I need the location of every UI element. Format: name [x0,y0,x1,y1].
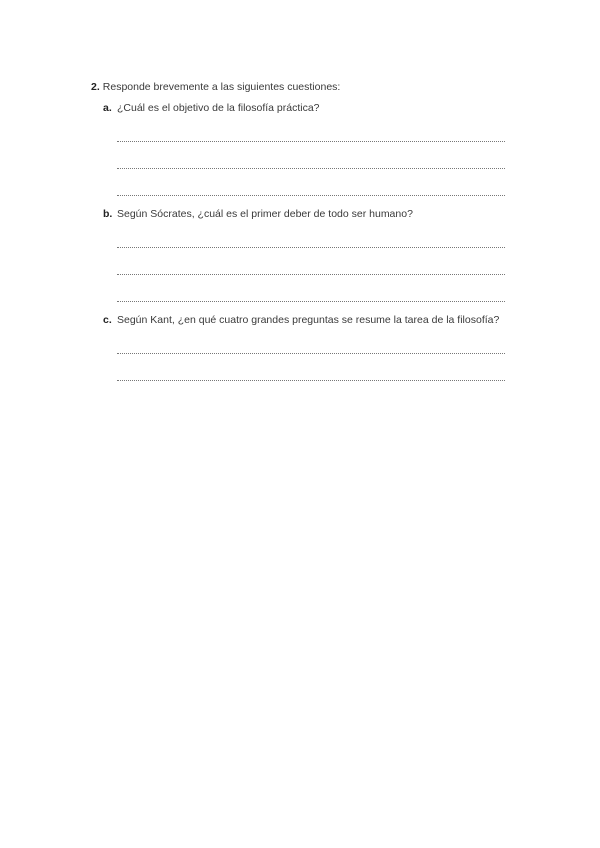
answer-line[interactable] [117,327,505,354]
question-letter: b. [103,208,113,220]
question-c-text [103,313,511,327]
answer-line[interactable] [117,354,505,381]
question-list [91,101,511,381]
exercise-2 [91,80,511,381]
answer-line[interactable] [117,221,505,248]
question-a [103,101,511,207]
question-prompt: Según Sócrates, ¿cuál es el primer deber de todo ser humano? [117,208,413,220]
question-b [103,207,511,313]
question-letter: c. [103,314,112,326]
question-prompt: Según Kant, ¿en qué cuatro grandes preguntas se resume la tarea de la filosofía? [117,314,500,326]
answer-line[interactable] [117,169,505,196]
question-c [103,313,511,381]
answer-line[interactable] [117,275,505,302]
exercise-number: 2. [91,81,100,93]
answer-line[interactable] [117,248,505,275]
question-prompt: ¿Cuál es el objetivo de la filosofía práctica? [117,102,320,114]
question-letter: a. [103,102,112,114]
question-a-text [103,101,511,115]
exercise-instruction: Responde brevemente a las siguientes cuestiones: [102,81,341,93]
exercise-heading [91,80,511,94]
answer-line[interactable] [117,115,505,142]
question-b-text [103,207,511,221]
answer-line[interactable] [117,142,505,169]
